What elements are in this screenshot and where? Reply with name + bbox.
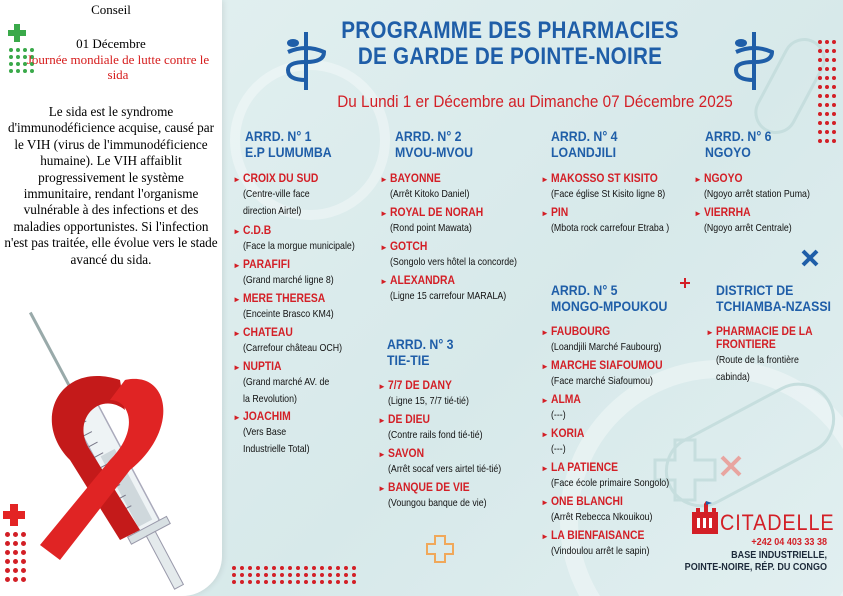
advice-panel bbox=[0, 0, 222, 596]
pharmacy-entry bbox=[233, 225, 376, 255]
pharmacy-location: (Centre-ville face bbox=[243, 188, 310, 200]
pharmacy-location: (Face la morgue municipale) bbox=[243, 240, 355, 252]
chevron-right-icon: ► bbox=[233, 413, 241, 422]
plus-outline-icon bbox=[425, 534, 455, 564]
pharmacy-entry bbox=[233, 411, 322, 458]
pharmacy-location: (Arrêt Rebecca Nkouikou) bbox=[551, 511, 653, 523]
pharmacy-name: ALEXANDRA bbox=[390, 275, 455, 287]
chevron-right-icon: ► bbox=[541, 532, 549, 541]
pharmacy-entry bbox=[694, 173, 830, 203]
chevron-right-icon: ► bbox=[380, 277, 388, 286]
pharmacy-name: ALMA bbox=[551, 394, 581, 406]
district-heading bbox=[705, 128, 772, 160]
pharmacy-entry bbox=[380, 173, 485, 203]
pharmacy-entry bbox=[541, 173, 687, 203]
date-range: Du Lundi 1 er Décembre au Dimanche 07 Décembre 2025 bbox=[337, 92, 733, 111]
district-number: ARRD. N° 4 bbox=[551, 128, 618, 144]
panel-event: Journée mondiale de lutte contre le sida bbox=[26, 52, 210, 82]
pharmacy-location: (Enceinte Brasco KM4) bbox=[243, 308, 334, 320]
plus-icon bbox=[680, 278, 690, 288]
chevron-right-icon: ► bbox=[694, 175, 702, 184]
district-number: DISTRICT DE bbox=[716, 282, 794, 298]
contact-block bbox=[655, 536, 827, 574]
pharmacy-name: MARCHE SIAFOUMOU bbox=[551, 360, 663, 372]
pharmacy-name: JOACHIM bbox=[243, 411, 291, 423]
pharmacy-location: (Grand marché AV. de bbox=[243, 376, 330, 388]
chevron-right-icon: ► bbox=[541, 464, 549, 473]
chevron-right-icon: ► bbox=[541, 498, 549, 507]
pharmacy-name: LA PATIENCE bbox=[551, 462, 619, 474]
red-dot-pattern bbox=[5, 532, 26, 582]
pharmacy-location: (Ngoyo arrêt Centrale) bbox=[704, 222, 792, 234]
district-name: TIE-TIE bbox=[387, 352, 430, 368]
pharmacy-location: (Ngoyo arrêt station Puma) bbox=[704, 188, 810, 200]
district-name: MONGO-MPOUKOU bbox=[551, 298, 668, 314]
pharmacy-location: (Route de la frontière bbox=[716, 354, 799, 366]
x-mark-icon bbox=[718, 453, 744, 479]
panel-heading: Conseil bbox=[91, 2, 131, 17]
pharmacy-caduceus-icon bbox=[284, 30, 328, 92]
pharmacy-entry bbox=[706, 326, 823, 386]
pharmacy-name: KORIA bbox=[551, 428, 585, 440]
district-name: E.P LUMUMBA bbox=[245, 144, 332, 160]
pharmacy-entry bbox=[378, 380, 484, 410]
pharmacy-entry bbox=[541, 394, 584, 424]
chevron-right-icon: ► bbox=[541, 430, 549, 439]
pharmacy-name: VIERRHA bbox=[704, 207, 751, 219]
panel-paragraph: Le sida est le syndrome d'immunodéficience acquise, causé par le VIH (virus de l'immunodéficience humaine). Le VIH affaiblit progressivement le système immunitaire, rendant l'organisme vulnérable à des infections et des maladies opportunistes. Si l'infection n'est pas traitée, elle évolue vers le stade avancé du sida. bbox=[4, 104, 218, 267]
chevron-right-icon: ► bbox=[380, 243, 388, 252]
pharmacy-entry bbox=[541, 530, 668, 560]
pharmacy-location: (Grand marché ligne 8) bbox=[243, 274, 334, 286]
chevron-right-icon: ► bbox=[541, 362, 549, 371]
pharmacy-entry bbox=[378, 448, 523, 478]
pharmacy-name: ROYAL DE NORAH bbox=[390, 207, 484, 219]
pharmacy-entry bbox=[380, 241, 541, 271]
pharmacy-name: LA BIENFAISANCE bbox=[551, 530, 645, 542]
district-heading bbox=[551, 128, 618, 160]
district-number: ARRD. N° 6 bbox=[705, 128, 772, 144]
pharmacy-name-cont: FRONTIERE bbox=[716, 339, 776, 351]
pharmacy-entry bbox=[541, 326, 682, 356]
chevron-right-icon: ► bbox=[233, 175, 241, 184]
district-name: MVOU-MVOU bbox=[395, 144, 474, 160]
pharmacy-entry bbox=[541, 496, 672, 526]
district-name: NGOYO bbox=[705, 144, 751, 160]
pharmacy-entry bbox=[541, 428, 588, 458]
chevron-right-icon: ► bbox=[380, 209, 388, 218]
district-heading bbox=[716, 282, 831, 314]
pharmacy-name: 7/7 DE DANY bbox=[388, 380, 452, 392]
contact-phone: +242 04 403 33 38 bbox=[751, 536, 827, 548]
brand-name: CITADELLE bbox=[720, 510, 835, 535]
pharmacy-name: NUPTIA bbox=[243, 361, 282, 373]
pharmacy-location: direction Airtel) bbox=[243, 205, 302, 217]
pharmacy-name: MERE THERESA bbox=[243, 293, 326, 305]
pharmacy-location: (Loandjili Marché Faubourg) bbox=[551, 341, 662, 353]
syringe-ribbon-illustration bbox=[0, 300, 222, 596]
pharmacy-name: CHATEAU bbox=[243, 327, 293, 339]
pharmacy-location: cabinda) bbox=[716, 371, 750, 383]
pharmacy-entry bbox=[233, 361, 346, 408]
title-line-2: DE GARDE DE POINTE-NOIRE bbox=[357, 43, 663, 70]
chevron-right-icon: ► bbox=[378, 484, 386, 493]
pharmacy-name: GOTCH bbox=[390, 241, 428, 253]
dot-pattern bbox=[818, 40, 836, 143]
district-number: ARRD. N° 2 bbox=[395, 128, 462, 144]
pharmacy-location: (Songolo vers hôtel la concorde) bbox=[390, 256, 517, 268]
pharmacy-location: (Face école primaire Songolo) bbox=[551, 477, 670, 489]
page-title bbox=[329, 18, 690, 70]
pharmacy-entry bbox=[541, 462, 692, 492]
pharmacy-entry bbox=[233, 173, 327, 220]
pharmacy-entry bbox=[694, 207, 808, 237]
district-number: ARRD. N° 1 bbox=[245, 128, 312, 144]
chevron-right-icon: ► bbox=[541, 175, 549, 184]
contact-address-1: BASE INDUSTRIELLE, bbox=[731, 548, 827, 561]
pharmacy-location: (Carrefour château OCH) bbox=[243, 342, 343, 354]
pharmacy-name: PARAFIFI bbox=[243, 259, 290, 271]
pharmacy-location: (Rond point Mawata) bbox=[390, 222, 472, 234]
dot-pattern bbox=[232, 566, 356, 584]
pharmacy-name: DE DIEU bbox=[388, 414, 430, 426]
pharmacy-location: la Revolution) bbox=[243, 393, 297, 405]
pharmacy-name: BANQUE DE VIE bbox=[388, 482, 470, 494]
district-heading bbox=[551, 282, 667, 314]
pharmacy-location: (Face église St Kisito ligne 8) bbox=[551, 188, 666, 200]
chevron-right-icon: ► bbox=[694, 209, 702, 218]
district-name: LOANDJILI bbox=[551, 144, 617, 160]
district-name: TCHIAMBA-NZASSI bbox=[716, 298, 831, 314]
pharmacy-entry bbox=[233, 259, 351, 289]
pharmacy-location: Industrielle Total) bbox=[243, 443, 310, 455]
pharmacy-location: (Voungou banque de vie) bbox=[388, 497, 487, 509]
pharmacy-location: (Contre rails fond tié-tié) bbox=[388, 429, 483, 441]
x-mark-icon bbox=[800, 248, 820, 268]
panel-date: 01 Décembre bbox=[76, 36, 146, 51]
chevron-right-icon: ► bbox=[541, 209, 549, 218]
pharmacy-location: (Vers Base bbox=[243, 426, 287, 438]
pharmacy-name: PIN bbox=[551, 207, 569, 219]
pharmacy-name: ONE BLANCHI bbox=[551, 496, 623, 508]
red-cross-icon-bar bbox=[3, 511, 25, 519]
chevron-right-icon: ► bbox=[378, 450, 386, 459]
contact-address-2: POINTE-NOIRE, RÉP. DU CONGO bbox=[684, 561, 827, 574]
pharmacy-entry bbox=[378, 482, 505, 512]
pharmacy-name: BAYONNE bbox=[390, 173, 441, 185]
chevron-right-icon: ► bbox=[233, 261, 241, 270]
pharmacy-name: CROIX DU SUD bbox=[243, 173, 319, 185]
chevron-right-icon: ► bbox=[233, 295, 241, 304]
pharmacy-entry bbox=[380, 207, 494, 237]
pharmacy-caduceus-icon bbox=[732, 30, 776, 92]
pharmacy-entry bbox=[233, 293, 351, 323]
district-number: ARRD. N° 3 bbox=[387, 336, 454, 352]
chevron-right-icon: ► bbox=[541, 396, 549, 405]
district-heading bbox=[245, 128, 332, 160]
pharmacy-location: (Arrêt socaf vers airtel tié-tié) bbox=[388, 463, 502, 475]
district-heading bbox=[387, 336, 454, 368]
pharmacy-location: (Face marché Siafoumou) bbox=[551, 375, 653, 387]
citadelle-logo-icon bbox=[690, 500, 720, 534]
pharmacy-name: NGOYO bbox=[704, 173, 743, 185]
chevron-right-icon: ► bbox=[706, 328, 714, 337]
chevron-right-icon: ► bbox=[233, 363, 241, 372]
chevron-right-icon: ► bbox=[380, 175, 388, 184]
chevron-right-icon: ► bbox=[541, 328, 549, 337]
pharmacy-location: (Ligne 15 carrefour MARALA) bbox=[390, 290, 507, 302]
pharmacy-location: (Arrêt Kitoko Daniel) bbox=[390, 188, 470, 200]
pharmacy-entry bbox=[233, 327, 361, 357]
pharmacy-entry bbox=[380, 275, 528, 305]
pharmacy-name: PHARMACIE DE LA bbox=[716, 326, 813, 338]
pharmacy-entry bbox=[541, 360, 675, 390]
pharmacy-name: SAVON bbox=[388, 448, 425, 460]
pharmacy-name: FAUBOURG bbox=[551, 326, 611, 338]
pharmacy-location: (Ligne 15, 7/7 tié-tié) bbox=[388, 395, 469, 407]
pharmacy-location: (---) bbox=[551, 409, 566, 421]
pharmacy-entry bbox=[541, 207, 692, 237]
pharmacy-name: C.D.B bbox=[243, 225, 272, 237]
chevron-right-icon: ► bbox=[233, 227, 241, 236]
district-heading bbox=[395, 128, 473, 160]
pharmacy-entry bbox=[378, 414, 501, 444]
pharmacy-name: MAKOSSO ST KISITO bbox=[551, 173, 658, 185]
chevron-right-icon: ► bbox=[378, 382, 386, 391]
chevron-right-icon: ► bbox=[233, 329, 241, 338]
pharmacy-location: (---) bbox=[551, 443, 566, 455]
district-number: ARRD. N° 5 bbox=[551, 282, 618, 298]
chevron-right-icon: ► bbox=[378, 416, 386, 425]
pharmacy-location: (Vindoulou arrêt le sapin) bbox=[551, 545, 650, 557]
title-line-1: PROGRAMME DES PHARMACIES bbox=[341, 17, 679, 44]
pharmacy-location: (Mbota rock carrefour Etraba ) bbox=[551, 222, 670, 234]
